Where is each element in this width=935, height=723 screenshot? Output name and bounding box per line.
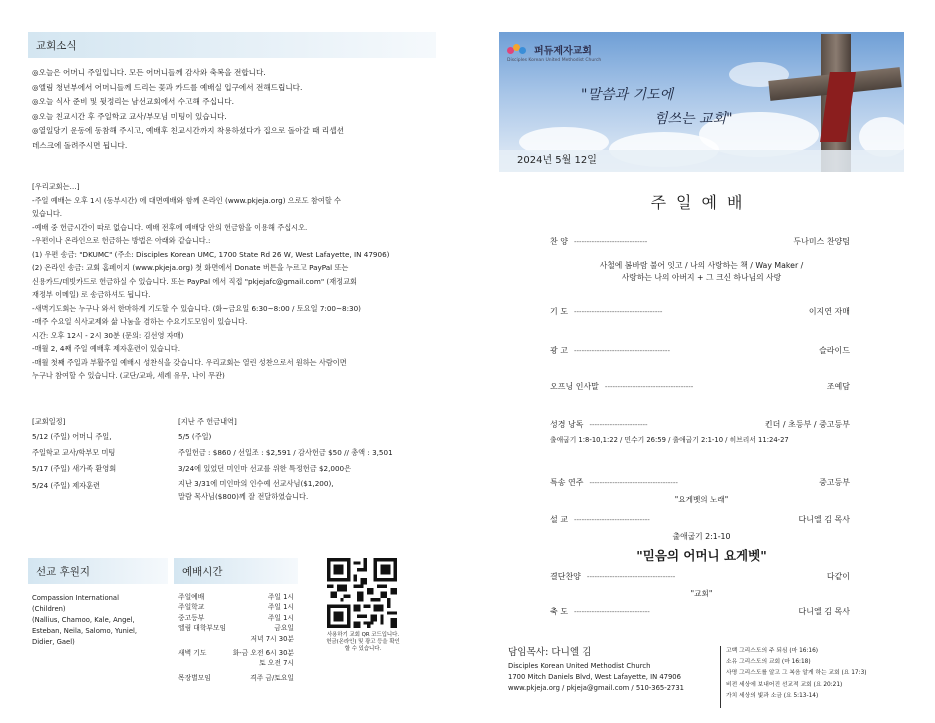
times-row xyxy=(178,623,294,633)
order-leader: 킨더 / 초등부 / 중고등부 xyxy=(764,420,850,429)
schedule-title: [교회일정] xyxy=(32,417,66,426)
order-dash: ----------------------------- xyxy=(574,238,648,246)
order-row xyxy=(550,236,850,247)
times-name: 주일예배 xyxy=(178,593,205,601)
worship-title: 주일예배 xyxy=(650,193,753,212)
order-dash: ------------------------------ xyxy=(574,608,650,616)
order-label: 성경 낭독 xyxy=(550,420,584,429)
song-list xyxy=(499,260,904,284)
offering-line: 주일헌금 : $860 / 선일조 : $2,591 / 감사헌금 $50 // 총액 : 3,501 xyxy=(178,447,393,457)
missions-title: 선교 후원지 xyxy=(36,565,91,578)
reading-refs: 출애굽기 1:8-10,1:22 / 민수기 26:59 / 출애굽기 2:1-10 / 히브리서 11:24-27 xyxy=(550,436,789,444)
info-line: 시간: 오후 12시 - 2시 30분 (문의: 김선영 자매) xyxy=(32,330,184,340)
times-row xyxy=(178,673,294,683)
order-label: 오프닝 인사말 xyxy=(550,382,599,391)
times-time: 토 오전 7시 xyxy=(259,659,294,668)
church-name: 퍼듀제자교회 xyxy=(534,46,592,57)
news-title: 교회소식 xyxy=(36,39,77,52)
church-logo xyxy=(507,42,592,57)
news-item: ◎엘림 청년부에서 어머니들께 드리는 꽃과 카드를 예배실 입구에서 전해드립니다. xyxy=(32,82,303,92)
info-line: -매주 수요일 식사교제와 삶 나눔을 겸하는 수요기도모임이 있습니다. xyxy=(32,317,248,326)
order-row xyxy=(550,345,850,356)
info-line: 있습니다. xyxy=(32,209,63,218)
order-dash: ----------------------- xyxy=(589,421,648,429)
times-title: 예배시간 xyxy=(182,565,223,578)
offering-line: 지난 3/31에 미인마의 인수예 선교사님($1,200), xyxy=(178,478,334,488)
missions-header xyxy=(28,558,168,584)
vision-item: 사명 그리스도를 알고 그 복음 알게 하는 교회 (요 17:3) xyxy=(726,670,867,677)
logo-subtitle: Disciples Korean United Methodist Church xyxy=(507,58,602,63)
contact-links[interactable]: www.pkjeja.org / pkjeja@gmail.com / 510-365-2731 xyxy=(508,684,684,692)
times-time: 저녁 7시 30분 xyxy=(250,634,294,643)
order-dash: ----------------------------------- xyxy=(604,383,694,391)
footer-church: Disciples Korean United Methodist Church xyxy=(508,662,651,670)
times-row xyxy=(178,658,294,668)
pastor-name: 담임목사: 다니엘 김 xyxy=(508,647,592,658)
order-dash: ----------------------------------- xyxy=(574,308,663,316)
order-dash: ----------------------------------- xyxy=(586,573,676,581)
order-row xyxy=(550,477,850,488)
order-label: 설 교 xyxy=(550,515,568,524)
order-label: 특송 연주 xyxy=(550,478,584,487)
news-item: 데스크에 돌려주시면 됩니다. xyxy=(32,140,128,150)
times-time: 금요일 xyxy=(274,624,294,633)
special-song: "요게벳의 노래" xyxy=(674,495,729,504)
info-line: -매월 첫째 주일과 부활주일 예배시 성찬식을 갖습니다. 우리교회는 열린 성찬으로서 원하는 사람이면 xyxy=(32,357,347,367)
times-time: 주일 1시 xyxy=(267,593,294,601)
vision-item: 비전 세상에 보내어진 선교적 교회 (요 20:21) xyxy=(726,681,843,688)
order-label: 기 도 xyxy=(550,307,568,316)
times-header xyxy=(174,558,298,584)
info-line: [우리교회는…] xyxy=(32,182,80,191)
vision-list xyxy=(726,646,867,702)
closing-song: "교회" xyxy=(690,589,713,598)
order-row xyxy=(550,419,850,430)
qr-caption xyxy=(324,632,402,653)
info-line: 누구나 참여할 수 있습니다. (교단/교파, 세례 유무, 나이 무관) xyxy=(32,371,225,380)
order-leader: 조예담 xyxy=(826,382,850,391)
slogan-line-1: "말씀과 기도에 xyxy=(581,87,674,103)
schedule-item: 5/12 (주일) 어머니 주일, xyxy=(32,431,112,441)
order-leader: 중고등부 xyxy=(819,478,850,487)
schedule-item: 5/24 (주일) 제자훈련 xyxy=(32,480,100,490)
missions-list xyxy=(32,593,137,648)
order-leader: 이지연 자매 xyxy=(808,307,850,316)
news-item: ◎오늘은 어머니 주일입니다. 모든 어머니들께 감사와 축복을 전합니다. xyxy=(32,68,266,77)
order-dash: ------------------------------ xyxy=(574,516,650,524)
order-leader: 슬라이드 xyxy=(819,346,850,355)
times-name: 엘림 대학부모임 xyxy=(178,624,227,633)
times-table xyxy=(178,592,294,683)
qr-code-icon[interactable] xyxy=(327,558,397,628)
info-line: 재정부 이메일) 로 송금하셔도 됩니다. xyxy=(32,290,151,299)
times-row xyxy=(178,592,294,602)
order-row xyxy=(550,381,850,392)
info-line: -주일 예배는 오후 1시 (동부시간) 에 대면예배와 함께 온라인 (www.pkjeja.org) 으로도 참여할 수 xyxy=(32,195,341,205)
order-leader: 다니엘 김 목사 xyxy=(798,515,850,524)
order-label: 축 도 xyxy=(550,607,568,616)
order-leader: 다니엘 김 목사 xyxy=(798,607,850,616)
slogan-line-2: 힘쓰는 교회" xyxy=(654,111,733,127)
offering-line: 5/5 (주일) xyxy=(178,431,212,441)
times-row xyxy=(178,602,294,612)
schedule-block xyxy=(32,415,116,495)
missions-line: Compassion International xyxy=(32,594,119,602)
times-row xyxy=(178,648,294,658)
bulletin-date: 2024년 5월 12일 xyxy=(499,150,904,172)
order-row xyxy=(550,606,850,617)
schedule-item: 5/17 (주일) 새가족 환영회 xyxy=(32,463,117,473)
order-row xyxy=(550,514,850,525)
info-line: -매월 2, 4째 주일 예배후 제자훈련이 있습니다. xyxy=(32,344,181,353)
order-dash: -------------------------------------- xyxy=(574,347,670,355)
vision-item: 소유 그리스도의 교회 (마 16:18) xyxy=(726,659,811,666)
times-time: 주일 1시 xyxy=(267,603,294,612)
order-row xyxy=(550,571,850,582)
times-name: 주일학교 xyxy=(178,603,205,612)
divider xyxy=(720,646,721,708)
info-line: -우편이나 온라인으로 헌금하는 방법은 아래와 같습니다.: xyxy=(32,236,211,245)
qr-caption-text: 사용하기 교회 QR 코드입니다. 헌금(온라인) 및 광고 등을 확인할 수 있습니다. xyxy=(326,632,400,652)
info-line: -새벽기도회는 누구나 와서 한마하게 기도할 수 있습니다. (화~금요일 6:30~8:00 / 토요일 7:00~8:30) xyxy=(32,303,361,313)
sermon-title: "믿음의 어머니 요게벳" xyxy=(636,548,767,563)
news-item: ◎오늘 식사 준비 및 뒷정리는 남선교회에서 수고해 주십니다. xyxy=(32,97,234,107)
info-line: -예배 중 헌금시간이 따로 없습니다. 예배 전후에 예배당 안의 헌금함을 이용해 주십시오. xyxy=(32,222,308,232)
times-time: 격주 금/토요일 xyxy=(250,673,294,682)
offering-block xyxy=(178,415,393,503)
order-label: 찬 양 xyxy=(550,237,568,246)
offering-line: 3/24에 있었던 미인마 선교를 위한 특정헌금 $2,000은 xyxy=(178,463,352,473)
news-header xyxy=(28,32,436,58)
vision-item: 고백 그리스도의 주 되심 (마 16:16) xyxy=(726,648,819,654)
logo-icon xyxy=(507,44,529,56)
missions-line: Didier, Gael) xyxy=(32,638,75,646)
times-row xyxy=(178,613,294,623)
footer-contact[interactable] xyxy=(508,683,684,694)
times-time: 주일 1시 xyxy=(267,613,294,622)
offering-line: 말람 목사님($800)께 잘 전달하였습니다. xyxy=(178,491,309,501)
news-item: ◎오늘 친교시간 후 주일학교 교사/부모님 미팅이 있습니다. xyxy=(32,111,227,121)
info-line: (1) 우편 송금: "DKUMC" (주소: Disciples Korean UMC, 1700 State Rd 26 W, West Lafayette, IN 47906) xyxy=(32,249,390,259)
order-leader: 다같이 xyxy=(826,572,850,581)
offering-title: [지난 주 헌금내역] xyxy=(178,417,237,426)
missions-line: (Children) xyxy=(32,605,66,613)
footer-address: 1700 Mitch Daniels Blvd, West Lafayette, IN 47906 xyxy=(508,673,681,681)
order-label: 광 고 xyxy=(550,346,568,355)
times-name: 중고등부 xyxy=(178,613,205,622)
times-name: 목장별모임 xyxy=(178,673,211,682)
times-name: 새벽 기도 xyxy=(178,649,207,658)
banner-image xyxy=(499,32,904,172)
song-line: 사철에 봄바람 불어 잇고 / 나의 사랑하는 책 / Way Maker / xyxy=(599,261,804,270)
times-row xyxy=(178,634,294,644)
order-label: 결단찬양 xyxy=(550,572,581,581)
sermon-ref: 출애굽기 2:1-10 xyxy=(672,532,731,541)
times-time: 화-금 오전 6시 30분 xyxy=(232,649,294,658)
schedule-item: 주일학교 교사/학부모 미팅 xyxy=(32,447,116,457)
info-line: 신용카드/데빗카드로 헌금하실 수 있습니다. 또는 PayPal 에서 직접 "pkjejafc@gmail.com" (재정교회 xyxy=(32,276,357,286)
order-row xyxy=(550,306,850,317)
vision-item: 가치 세상의 빛과 소금 (요 5:13-14) xyxy=(726,692,819,699)
church-info xyxy=(32,180,389,383)
info-line: (2) 온라인 송금: 교회 홈페이지 (www.pkjeja.org) 첫 화면에서 Donate 버튼을 누르고 PayPal 또는 xyxy=(32,263,349,272)
missions-line: Esteban, Neila, Salomo, Yuniel, xyxy=(32,627,138,635)
song-line: 사랑하는 나의 아버지 + 그 크신 하나님의 사랑 xyxy=(621,273,782,282)
missions-line: (Nallius, Chamoo, Kale, Angel, xyxy=(32,616,135,624)
order-leader: 두나미스 찬양팀 xyxy=(793,237,850,246)
news-list xyxy=(32,66,344,154)
news-item: ◎열일당기 운동에 동참해 주시고, 예배후 친교시간까지 착용하셨다가 집으로 돌아갈 때 리셉션 xyxy=(32,126,344,136)
order-dash: ----------------------------------- xyxy=(589,479,678,487)
